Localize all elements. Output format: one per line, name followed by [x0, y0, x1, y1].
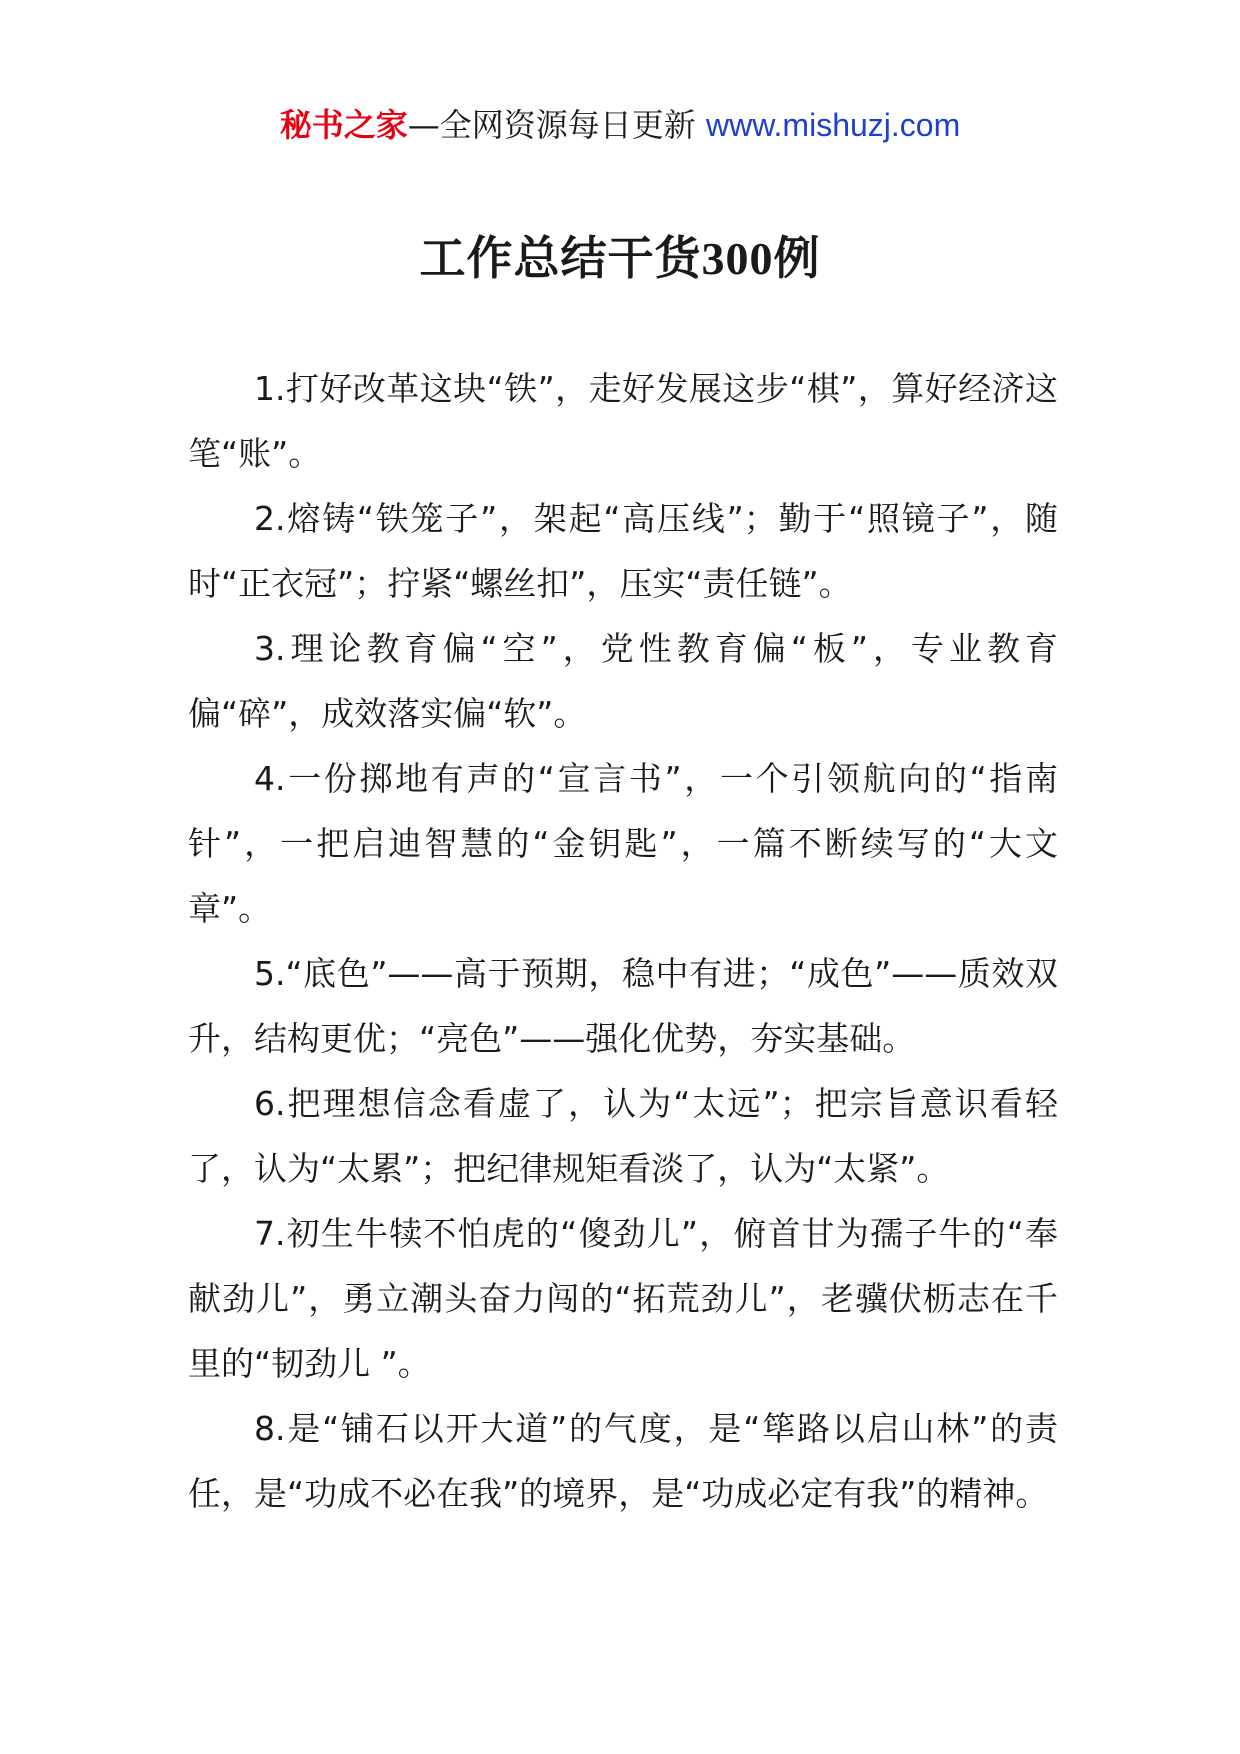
document-title — [0, 224, 1240, 293]
document-body — [188, 356, 1058, 1526]
title-suffix: 例 — [773, 231, 821, 285]
paragraph-8: 8.是“铺石以开大道”的气度，是“筚路以启山林”的责任，是“功成不必在我”的境界，是“功成必定有我”的精神。 — [188, 1409, 1058, 1513]
paragraph-3: 3.理论教育偏“空”，党性教育偏“板”，专业教育偏“碎”，成效落实偏“软”。 — [188, 629, 1058, 733]
paragraph-6: 6.把理想信念看虚了，认为“太远”；把宗旨意识看轻了，认为“太累”；把纪律规矩看淡了，认为“太紧”。 — [188, 1084, 1058, 1188]
website-link[interactable]: www.mishuzj.com — [705, 107, 961, 143]
paragraph-5: 5.“底色”——高于预期，稳中有进；“成色”——质效双升，结构更优；“亮色”——强化优势，夯实基础。 — [188, 954, 1058, 1058]
paragraph-1: 1.打好改革这块“铁”，走好发展这步“棋”，算好经济这笔“账”。 — [188, 369, 1058, 473]
paragraph-7: 7.初生牛犊不怕虎的“傻劲儿”，俯首甘为孺子牛的“奉献劲儿”，勇立潮头奋力闯的“拓荒劲儿”，老骥伏枥志在千里的“韧劲儿 ”。 — [188, 1214, 1058, 1383]
page-header — [0, 100, 1240, 150]
title-text: 工作总结干货 — [419, 231, 702, 285]
title-number: 300 — [701, 233, 774, 284]
paragraph-4: 4.一份掷地有声的“宣言书”，一个引领航向的“指南针”，一把启迪智慧的“金钥匙”，一篇不断续写的“大文章”。 — [188, 759, 1058, 928]
paragraph-2: 2.熔铸“铁笼子”，架起“高压线”；勤于“照镜子”，随时“正衣冠”；拧紧“螺丝扣”，压实“责任链”。 — [188, 499, 1058, 603]
brand-name: 秘书之家 — [279, 106, 408, 144]
header-slogan: —全网资源每日更新 — [407, 106, 696, 144]
